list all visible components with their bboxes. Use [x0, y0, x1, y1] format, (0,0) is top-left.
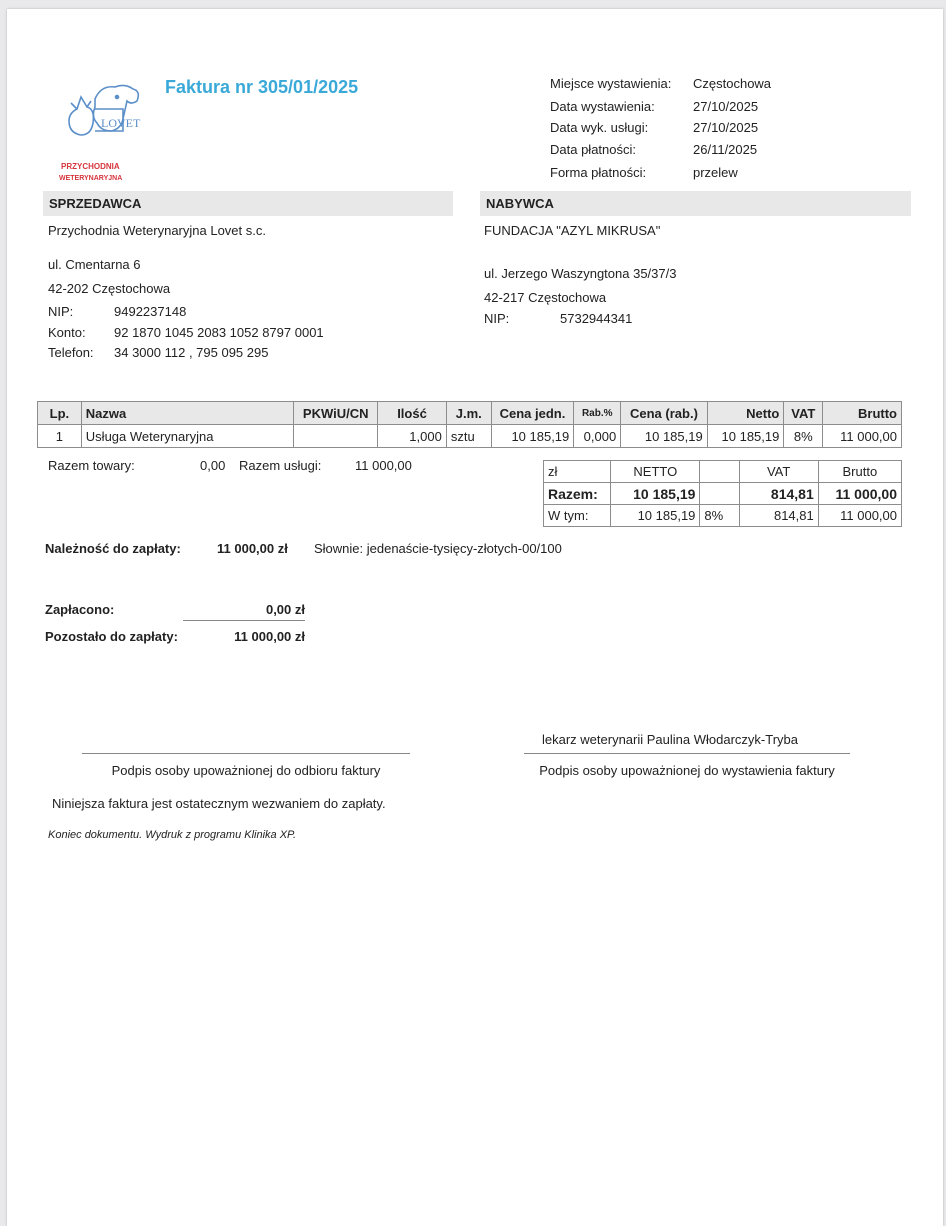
services-total-label: Razem usługi: [239, 458, 322, 473]
summary-breakdown-rate: 8% [700, 505, 739, 527]
cell-pkwiu [294, 425, 378, 448]
buyer-header: NABYWCA [480, 191, 911, 216]
cell-qty: 1,000 [378, 425, 447, 448]
summary-total-label: Razem: [544, 483, 611, 505]
remaining-value: 11 000,00 zł [234, 629, 305, 644]
receiver-signature-caption: Podpis osoby upoważnionej do odbioru faktury [111, 763, 381, 778]
summary-header-row [544, 461, 902, 483]
col-qty: Ilość [378, 402, 447, 425]
cell-net: 10 185,19 [707, 425, 784, 448]
amount-in-words: Słownie: jedenaście-tysięcy-złotych-00/100 [314, 541, 562, 556]
summary-total-vat: 814,81 [739, 483, 818, 505]
seller-phone: 34 3000 112 , 795 095 295 [114, 345, 269, 360]
issuer-signature-caption: Podpis osoby upoważnionej do wystawienia faktury [539, 763, 835, 778]
cell-unit: sztu [446, 425, 491, 448]
seller-city: 42-202 Częstochowa [48, 281, 171, 296]
final-notice: Niniejsza faktura jest ostatecznym wezwaniem do zapłaty. [52, 796, 386, 811]
items-table [37, 401, 902, 448]
col-pkwiu: PKWiU/CN [294, 402, 378, 425]
meta-label-payment-form: Forma płatności: [550, 165, 647, 180]
cell-gross: 11 000,00 [823, 425, 902, 448]
summary-breakdown-label: W tym: [544, 505, 611, 527]
svg-text:WETERYNARYJNA: WETERYNARYJNA [59, 175, 123, 182]
summary-total-netto: 10 185,19 [611, 483, 700, 505]
summary-netto-header: NETTO [611, 461, 700, 483]
col-discounted-price: Cena (rab.) [621, 402, 708, 425]
cell-unit-price: 10 185,19 [491, 425, 574, 448]
seller-account: 92 1870 1045 2083 1052 8797 0001 [114, 325, 324, 340]
meta-value-service-date: 27/10/2025 [693, 120, 759, 135]
meta-label-payment-date: Data płatności: [550, 142, 636, 157]
clinic-logo [57, 79, 157, 189]
buyer-name: FUNDACJA "AZYL MIKRUSA" [484, 223, 661, 238]
seller-name: Przychodnia Weterynaryjna Lovet s.c. [48, 223, 266, 238]
seller-nip: 9492237148 [114, 304, 187, 319]
seller-nip-label: NIP: [48, 304, 74, 319]
paid-underline [183, 620, 305, 621]
dog-cat-logo-icon [57, 79, 157, 189]
amount-due-label: Należność do zapłaty: [45, 541, 181, 556]
cell-vat: 8% [784, 425, 823, 448]
col-gross: Brutto [823, 402, 902, 425]
meta-value-place: Częstochowa [693, 76, 772, 91]
summary-currency: zł [544, 461, 611, 483]
issuer-signature-line [524, 753, 850, 754]
col-name: Nazwa [81, 402, 294, 425]
remaining-label: Pozostało do zapłaty: [45, 629, 178, 644]
seller-account-label: Konto: [48, 325, 86, 340]
col-unit-price: Cena jedn. [491, 402, 574, 425]
summary-breakdown-vat: 814,81 [739, 505, 818, 527]
meta-value-payment-date: 26/11/2025 [693, 142, 758, 157]
cell-discount: 0,000 [574, 425, 621, 448]
receiver-signature-line [82, 753, 410, 754]
goods-total-value: 0,00 [200, 458, 226, 473]
buyer-street: ul. Jerzego Waszyngtona 35/37/3 [484, 266, 677, 281]
buyer-city: 42-217 Częstochowa [484, 290, 607, 305]
meta-value-issue-date: 27/10/2025 [693, 99, 759, 114]
col-discount: Rab.% [574, 402, 621, 425]
invoice-title: Faktura nr 305/01/2025 [165, 77, 359, 97]
summary-breakdown-row [544, 505, 902, 527]
meta-value-payment-form: przelew [693, 165, 738, 180]
goods-total-label: Razem towary: [48, 458, 135, 473]
summary-breakdown-brutto: 11 000,00 [818, 505, 901, 527]
col-net: Netto [707, 402, 784, 425]
paid-label: Zapłacono: [45, 602, 115, 617]
seller-street: ul. Cmentarna 6 [48, 257, 141, 272]
col-lp: Lp. [38, 402, 82, 425]
cell-lp: 1 [38, 425, 82, 448]
summary-breakdown-netto: 10 185,19 [611, 505, 700, 527]
summary-vat-header: VAT [739, 461, 818, 483]
meta-label-service-date: Data wyk. usługi: [550, 120, 649, 135]
buyer-nip: 5732944341 [560, 311, 633, 326]
summary-total-rate [700, 483, 739, 505]
amount-due-value: 11 000,00 zł [217, 541, 288, 556]
svg-text:PRZYCHODNIA: PRZYCHODNIA [61, 162, 120, 171]
seller-phone-label: Telefon: [48, 345, 94, 360]
issuer-name: lekarz weterynarii Paulina Włodarczyk-Tryba [542, 732, 798, 747]
meta-label-place: Miejsce wystawienia: [550, 76, 672, 91]
cell-discounted-price: 10 185,19 [621, 425, 708, 448]
summary-rate-header [700, 461, 739, 483]
col-unit: J.m. [446, 402, 491, 425]
summary-total-row [544, 483, 902, 505]
seller-header: SPRZEDAWCA [43, 191, 453, 216]
items-header-row [38, 402, 902, 425]
svg-text:LOVET: LOVET [101, 116, 141, 130]
paid-value: 0,00 zł [265, 602, 305, 617]
document-end-note: Koniec dokumentu. Wydruk z programu Klinika XP. [48, 829, 297, 841]
vat-summary-table [543, 460, 902, 527]
cell-name: Usługa Weterynaryjna [81, 425, 294, 448]
invoice-page [7, 9, 943, 1226]
services-total-value: 11 000,00 [355, 458, 412, 473]
summary-total-brutto: 11 000,00 [818, 483, 901, 505]
summary-brutto-header: Brutto [818, 461, 901, 483]
meta-label-issue-date: Data wystawienia: [550, 99, 655, 114]
col-vat: VAT [784, 402, 823, 425]
buyer-nip-label: NIP: [484, 311, 510, 326]
table-row [38, 425, 902, 448]
